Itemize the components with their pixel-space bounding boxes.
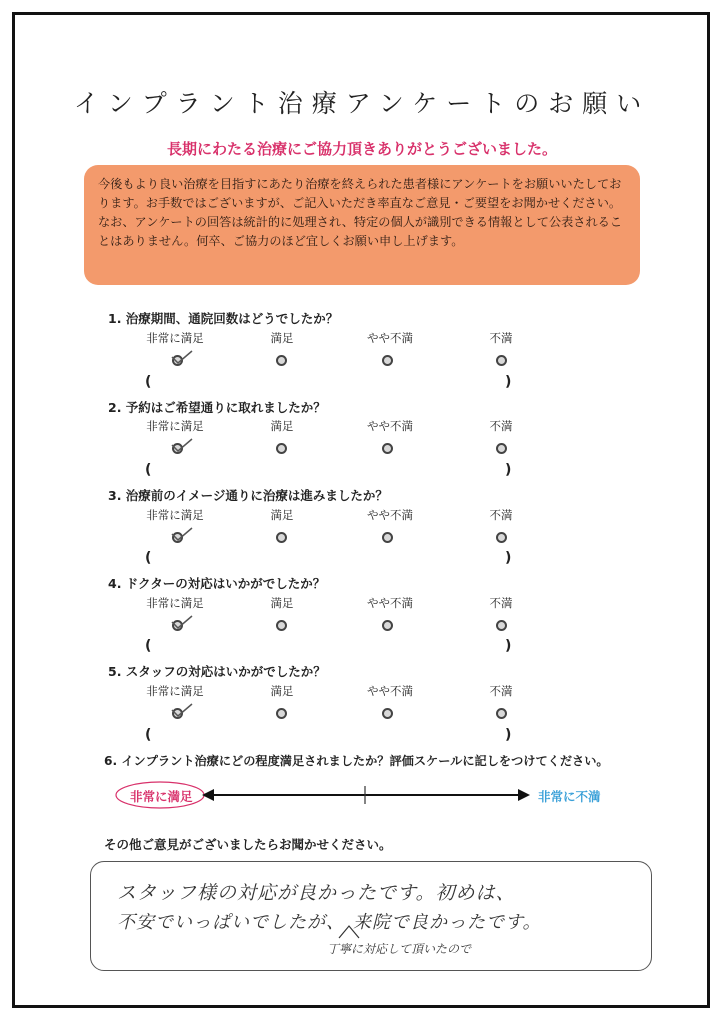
q2-option-label-satisfied: 満足	[270, 419, 294, 433]
q3-option-label-satisfied: 満足	[270, 508, 294, 522]
q2-option-label-dissatisfied: 不満	[489, 419, 513, 433]
scale-left-label: 非常に満足	[130, 789, 193, 804]
q1-radio-somewhat-dissatisfied[interactable]	[382, 355, 393, 366]
q2-radio-somewhat-dissatisfied[interactable]	[382, 443, 393, 454]
q2-option-label-somewhat-dissatisfied: やや不満	[367, 419, 413, 433]
q4-radio-satisfied[interactable]	[276, 620, 287, 631]
comment-line-2b: 来院で良かったです。	[353, 912, 542, 933]
intro-paragraph-1: 今後もより良い治療を目指すにあたり治療を終えられた患者様にアンケートをお願いいたしております。お手数ではございますが、ご記入いただき率直なご意見・ご要望をお聞かせください。	[98, 177, 622, 210]
comment-insert: 丁寧に対応して頂いたので	[327, 942, 472, 956]
q2-option-label-very-satisfied: 非常に満足	[146, 419, 204, 433]
q2-paren-open: (	[145, 462, 152, 478]
q4-option-label-satisfied: 満足	[270, 596, 294, 610]
q3-option-label-somewhat-dissatisfied: やや不満	[367, 508, 413, 522]
q5-radio-dissatisfied[interactable]	[496, 708, 507, 719]
q4-radio-somewhat-dissatisfied[interactable]	[382, 620, 393, 631]
q4-radio-dissatisfied[interactable]	[496, 620, 507, 631]
question-1: 1. 治療期間、通院回数はどうでしたか？	[108, 311, 339, 326]
comment-line-1: スタッフ様の対応が良かったです。初めは、	[117, 882, 516, 904]
q1-radio-dissatisfied[interactable]	[496, 355, 507, 366]
q5-option-label-dissatisfied: 不満	[489, 684, 513, 698]
q4-option-label-very-satisfied: 非常に満足	[146, 596, 204, 610]
q4-option-label-somewhat-dissatisfied: やや不満	[367, 596, 413, 610]
q1-option-label-very-satisfied: 非常に満足	[146, 331, 204, 345]
page-subtitle: 長期にわたる治療にご協力頂きありがとうございました。	[166, 140, 557, 158]
q3-radio-somewhat-dissatisfied[interactable]	[382, 532, 393, 543]
q1-paren-close: )	[505, 374, 512, 390]
q5-paren-close: )	[505, 727, 512, 743]
comment-textarea[interactable]	[90, 861, 652, 971]
q5-option-label-somewhat-dissatisfied: やや不満	[367, 684, 413, 698]
q3-radio-satisfied[interactable]	[276, 532, 287, 543]
q2-paren-close: )	[505, 462, 512, 478]
q3-option-label-very-satisfied: 非常に満足	[146, 508, 204, 522]
q2-check-mark-icon	[170, 438, 194, 452]
q1-option-label-satisfied: 満足	[270, 331, 294, 345]
q3-radio-dissatisfied[interactable]	[496, 532, 507, 543]
q5-option-label-satisfied: 満足	[270, 684, 294, 698]
q5-check-mark-icon	[170, 703, 194, 717]
q1-check-mark-icon	[170, 350, 194, 364]
other-comments-label: その他ご意見がございましたらお聞かせください。	[104, 837, 392, 852]
arrow-right-icon	[518, 789, 530, 801]
q2-radio-dissatisfied[interactable]	[496, 443, 507, 454]
q4-paren-open: (	[145, 638, 152, 654]
q4-check-mark-icon	[170, 615, 194, 629]
question-3: 3. 治療前のイメージ通りに治療は進みましたか？	[108, 488, 388, 503]
intro-paragraph-2: なお、アンケートの回答は統計的に処理され、特定の個人が識別できる情報として公表されることはありません。何卒、ご協力のほど宜しくお願い申し上げます。	[98, 215, 623, 248]
q5-radio-somewhat-dissatisfied[interactable]	[382, 708, 393, 719]
question-5: 5. スタッフの対応はいかがでしたか？	[108, 664, 326, 679]
question-6: 6. インプラント治療にどの程度満足されましたか？評価スケールに記しをつけてください。	[104, 754, 609, 768]
q1-paren-open: (	[145, 374, 152, 390]
q3-paren-close: )	[505, 550, 512, 566]
q3-check-mark-icon	[170, 527, 194, 541]
q2-radio-satisfied[interactable]	[276, 443, 287, 454]
q5-radio-satisfied[interactable]	[276, 708, 287, 719]
page-title: インプラント治療アンケートのお願い	[73, 89, 651, 118]
q3-option-label-dissatisfied: 不満	[489, 508, 513, 522]
intro-box	[84, 165, 640, 285]
question-2: 2. 予約はご希望通りに取れましたか？	[108, 400, 326, 415]
q1-option-label-dissatisfied: 不満	[489, 331, 513, 345]
satisfaction-scale[interactable]	[110, 778, 630, 812]
q1-radio-satisfied[interactable]	[276, 355, 287, 366]
q5-option-label-very-satisfied: 非常に満足	[146, 684, 204, 698]
question-4: 4. ドクターの対応はいかがでしたか？	[108, 576, 326, 591]
scale-right-label: 非常に不満	[538, 789, 601, 804]
comment-line-2: 不安でいっぱいでしたが、	[117, 912, 345, 933]
arrow-left-icon	[202, 789, 214, 801]
q4-paren-close: )	[505, 638, 512, 654]
q5-paren-open: (	[145, 727, 152, 743]
insert-caret-icon	[335, 920, 365, 940]
q1-option-label-somewhat-dissatisfied: やや不満	[367, 331, 413, 345]
q4-option-label-dissatisfied: 不満	[489, 596, 513, 610]
q3-paren-open: (	[145, 550, 152, 566]
